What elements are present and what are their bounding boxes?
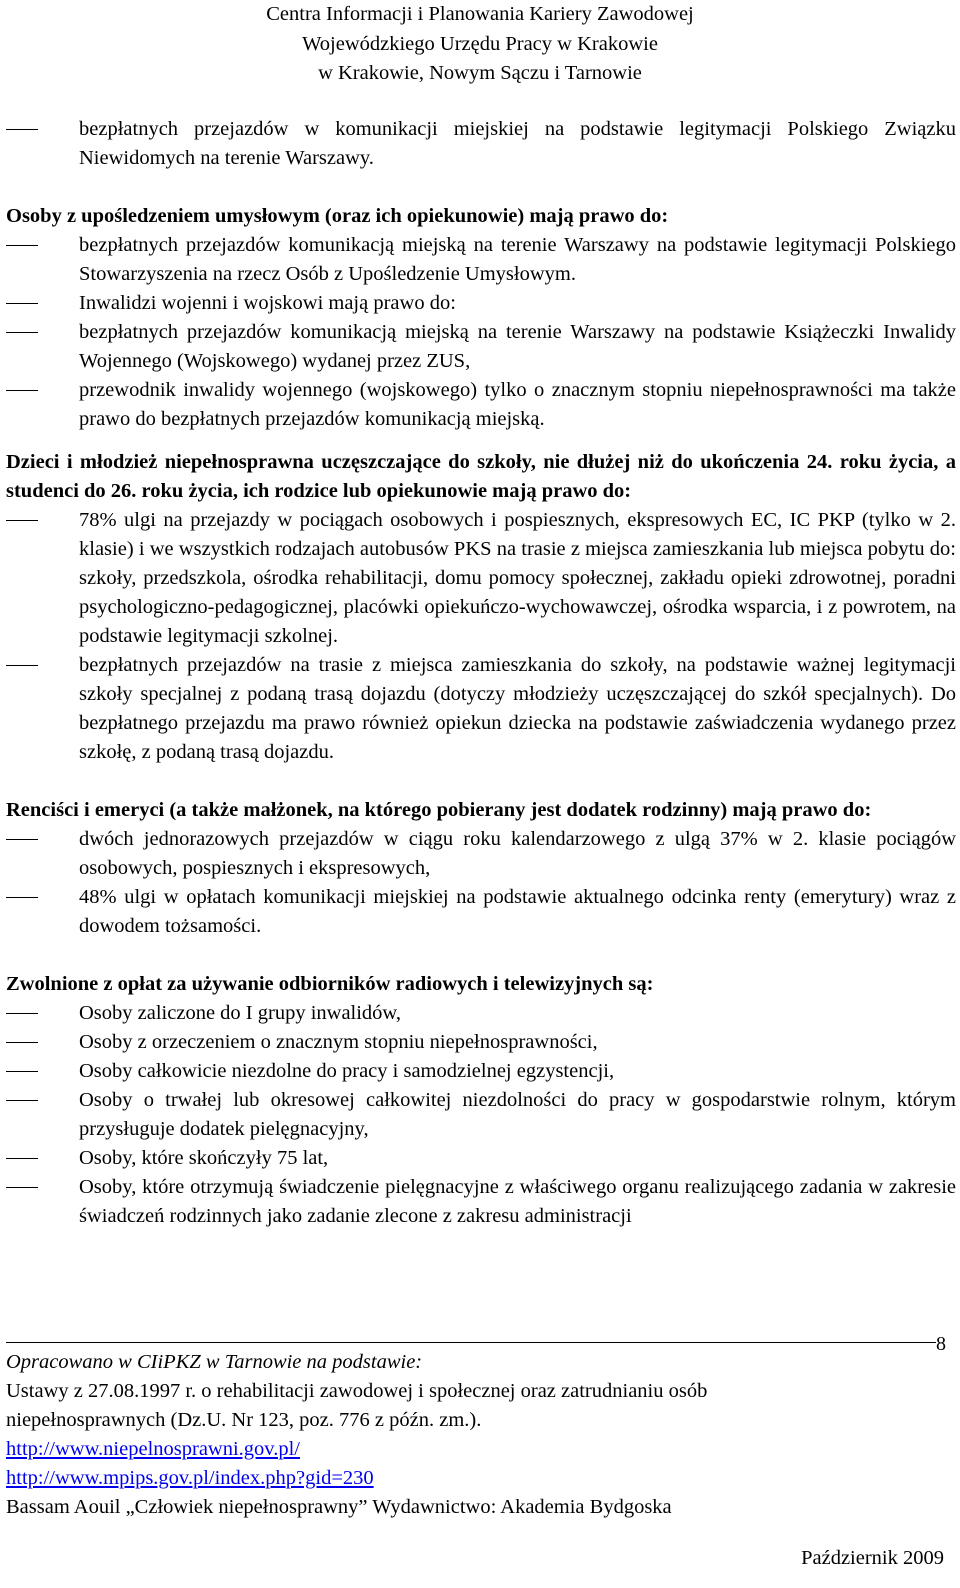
list-item-text: 78% ulgi na przejazdy w pociągach osobowych i pospiesznych, ekspresowych EC, IC PKP (tylko w 2. klasie) i we wszystkich rodzajach autobusów PKS na trasie z miejsca zamieszkania lub miejsca pobytu do: szkoły, przedszkola, ośrodka rehabilitacji, domu pomocy społecznej, zakładu opieki zdrowotnej, poradni psychologiczno-pedagogicznej, placówki opiekuńczo-wychowawczej, ośrodka wsparcia, i z powrotem, na podstawie legitymacji szkolnej. bbox=[79, 509, 956, 647]
list-item bbox=[6, 883, 956, 941]
section-heading-children-youth: Dzieci i młodzież niepełnosprawna uczęszczające do szkoły, nie dłużej niż do ukończenia 24. roku życia, a studenci do 26. roku życia, ich rodzice lub opiekunowie mają prawo do: bbox=[6, 451, 956, 502]
list-item bbox=[6, 376, 956, 434]
footer-date: Październik 2009 bbox=[801, 1547, 944, 1569]
list-item bbox=[6, 1144, 956, 1173]
list-item bbox=[6, 651, 956, 767]
list-item bbox=[6, 115, 956, 173]
list-item-text: dwóch jednorazowych przejazdów w ciągu roku kalendarzowego z ulgą 37% w 2. klasie pociągów osobowych, pospiesznych i ekspresowych, bbox=[79, 828, 956, 879]
footer-source-line-1: Ustawy z 27.08.1997 r. o rehabilitacji zawodowej i społecznej oraz zatrudnianiu osób bbox=[6, 1380, 708, 1402]
page-content bbox=[6, 115, 956, 1231]
list-item bbox=[6, 318, 956, 376]
dash-bullet-icon bbox=[6, 245, 38, 246]
list-item-text: Osoby z orzeczeniem o znacznym stopniu niepełnosprawności, bbox=[79, 1031, 598, 1053]
header-line-3: w Krakowie, Nowym Sączu i Tarnowie bbox=[318, 62, 642, 84]
list-item-text: Osoby o trwałej lub okresowej całkowitej niezdolności do pracy w gospodarstwie rolnym, którym przysługuje dodatek pielęgnacyjny, bbox=[79, 1089, 956, 1140]
footer-link-mpips[interactable]: http://www.mpips.gov.pl/index.php?gid=230 bbox=[6, 1467, 374, 1489]
dash-bullet-icon bbox=[6, 1071, 38, 1072]
page-number: 8 bbox=[936, 1333, 946, 1355]
page-header bbox=[0, 0, 960, 89]
section-heading-intellectual-disability: Osoby z upośledzeniem umysłowym (oraz ich opiekunowie) mają prawo do: bbox=[6, 205, 669, 227]
dash-bullet-icon bbox=[6, 332, 38, 333]
list-item-text: bezpłatnych przejazdów na trasie z miejsca zamieszkania do szkoły, na podstawie ważnej legitymacji szkoły specjalnej z podaną trasą dojazdu (dotyczy młodzieży uczęszczającej do szkół specjalnych). Do bezpłatnego przejazdu ma prawo również opiekun dziecka na podstawie zaświadczenia wydanego przez szkołę, z podaną trasą dojazdu. bbox=[79, 654, 956, 763]
list-item bbox=[6, 1057, 956, 1086]
header-line-1: Centra Informacji i Planowania Kariery Zawodowej bbox=[266, 3, 694, 25]
dash-bullet-icon bbox=[6, 129, 38, 130]
list-item bbox=[6, 825, 956, 883]
list-item-text: Osoby, które skończyły 75 lat, bbox=[79, 1147, 329, 1169]
list-item-text: Inwalidzi wojenni i wojskowi mają prawo do: bbox=[79, 292, 456, 314]
section-heading-pensioners: Renciści i emeryci (a także małżonek, na którego pobierany jest dodatek rodzinny) mają prawo do: bbox=[6, 799, 872, 821]
dash-bullet-icon bbox=[6, 1100, 38, 1101]
list-item-text: bezpłatnych przejazdów komunikacją miejską na terenie Warszawy na podstawie legitymacji Polskiego Stowarzyszenia na rzecz Osób z Upośledzenie Umysłowym. bbox=[79, 234, 956, 285]
dash-bullet-icon bbox=[6, 839, 38, 840]
dash-bullet-icon bbox=[6, 1042, 38, 1043]
dash-bullet-icon bbox=[6, 665, 38, 666]
dash-bullet-icon bbox=[6, 897, 38, 898]
list-item-text: bezpłatnych przejazdów komunikacją miejską na terenie Warszawy na podstawie Książeczki Inwalidy Wojennego (Wojskowego) wydanej przez ZUS, bbox=[79, 321, 956, 372]
dash-bullet-icon bbox=[6, 520, 38, 521]
list-item bbox=[6, 1028, 956, 1057]
list-item-text: 48% ulgi w opłatach komunikacji miejskiej na podstawie aktualnego odcinka renty (emerytury) wraz z dowodem tożsamości. bbox=[79, 886, 956, 937]
list-item bbox=[6, 289, 956, 318]
list-item bbox=[6, 506, 956, 651]
dash-bullet-icon bbox=[6, 303, 38, 304]
list-item bbox=[6, 231, 956, 289]
list-item-text: przewodnik inwalidy wojennego (wojskowego) tylko o znacznym stopniu niepełnosprawności ma także prawo do bezpłatnych przejazdów komunikacją miejską. bbox=[79, 379, 956, 430]
dash-bullet-icon bbox=[6, 1158, 38, 1159]
list-item-text: bezpłatnych przejazdów w komunikacji miejskiej na podstawie legitymacji Polskiego Związku Niewidomych na terenie Warszawy. bbox=[79, 118, 956, 169]
dash-bullet-icon bbox=[6, 1187, 38, 1188]
dash-bullet-icon bbox=[6, 1013, 38, 1014]
page-footer bbox=[6, 1348, 956, 1522]
list-item-text: Osoby całkowicie niezdolne do pracy i samodzielnej egzystencji, bbox=[79, 1060, 615, 1082]
footer-book-reference: Bassam Aouil „Człowiek niepełnosprawny” Wydawnictwo: Akademia Bydgoska bbox=[6, 1496, 672, 1518]
list-item bbox=[6, 999, 956, 1028]
list-item bbox=[6, 1086, 956, 1144]
dash-bullet-icon bbox=[6, 390, 38, 391]
list-item-text: Osoby zaliczone do I grupy inwalidów, bbox=[79, 1002, 402, 1024]
list-item bbox=[6, 1173, 956, 1231]
header-line-2: Wojewódzkiego Urzędu Pracy w Krakowie bbox=[302, 32, 658, 55]
footer-link-niepelnosprawni[interactable]: http://www.niepelnosprawni.gov.pl/ bbox=[6, 1438, 300, 1460]
section-heading-radio-tv-exemption: Zwolnione z opłat za używanie odbiorników radiowych i telewizyjnych są: bbox=[6, 973, 654, 995]
footer-source-line-2: niepełnosprawnych (Dz.U. Nr 123, poz. 776 z późn. zm.). bbox=[6, 1409, 482, 1431]
list-item-text: Osoby, które otrzymują świadczenie pielęgnacyjne z właściwego organu realizującego zadania w zakresie świadczeń rodzinnych jako zadanie zlecone z zakresu administracji bbox=[79, 1176, 956, 1227]
footer-divider bbox=[6, 1342, 936, 1343]
footer-source-label: Opracowano w CIiPKZ w Tarnowie na podstawie: bbox=[6, 1351, 423, 1373]
